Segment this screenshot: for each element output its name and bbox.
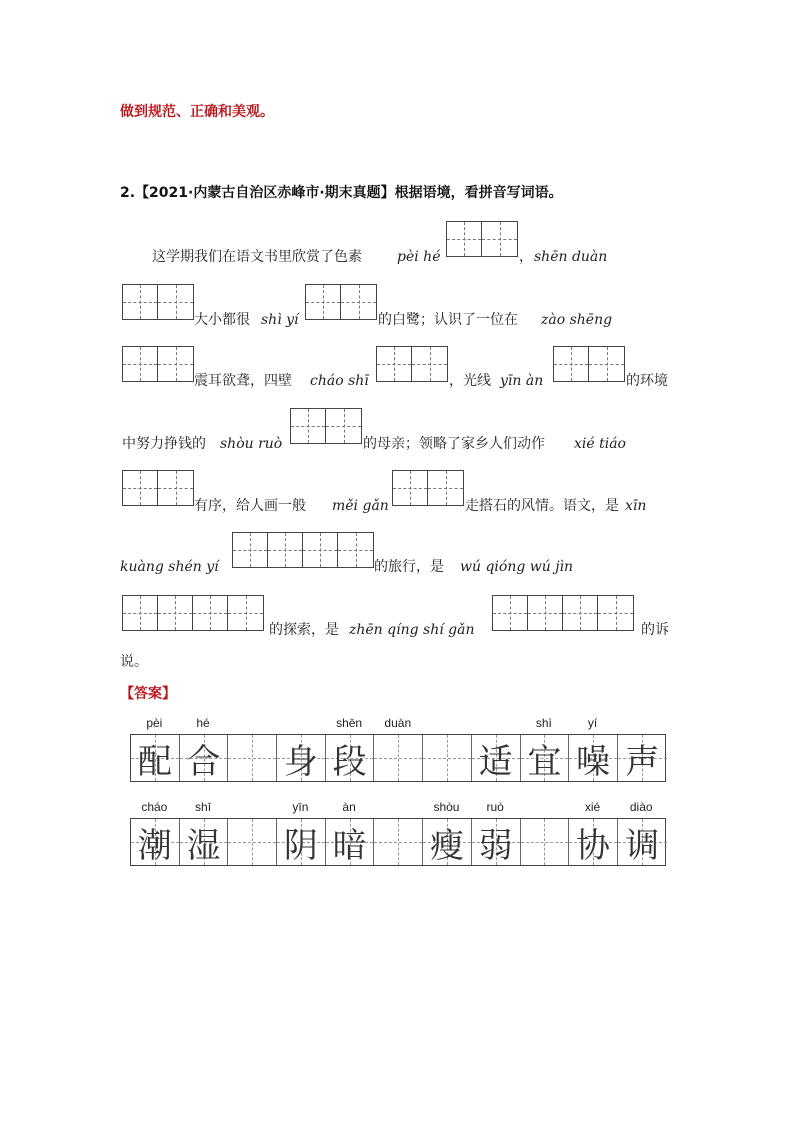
answer-pinyin: pèi bbox=[146, 716, 163, 730]
answer-grid-box[interactable] bbox=[122, 346, 194, 382]
answer-pinyin: cháo bbox=[141, 800, 168, 814]
answer-pinyin: shòu bbox=[433, 800, 460, 814]
answer-character bbox=[228, 735, 276, 781]
passage-text: ，光线 bbox=[449, 373, 491, 389]
answer-grid-box[interactable] bbox=[305, 284, 377, 320]
answer-pinyin: hé bbox=[196, 716, 210, 730]
answer-character: 协 bbox=[576, 825, 611, 866]
answer-character bbox=[521, 819, 569, 865]
answer-pinyin: duàn bbox=[384, 716, 412, 730]
answer-character: 阴 bbox=[283, 825, 318, 866]
answer-cell bbox=[521, 819, 570, 865]
question-title: 2.【2021·内蒙古自治区赤峰市·期末真题】根据语境，看拼音写词语。 bbox=[120, 185, 563, 201]
answer-pinyin: diào bbox=[629, 800, 653, 814]
pinyin-prompt: měi gǎn bbox=[332, 498, 389, 514]
pinyin-prompt: yīn àn bbox=[500, 373, 544, 389]
answer-cell bbox=[374, 819, 423, 865]
pinyin-prompt: shēn duàn bbox=[534, 249, 608, 265]
answer-grid-box[interactable] bbox=[392, 470, 464, 506]
answer-character: 潮 bbox=[137, 825, 172, 866]
answer-character: 暗 bbox=[332, 825, 367, 866]
answer-pinyin bbox=[276, 716, 325, 732]
answer-pinyin: xié bbox=[584, 800, 601, 814]
answer-cell bbox=[569, 819, 618, 865]
passage-text: 大小都很 bbox=[194, 312, 250, 328]
answer-character: 身 bbox=[283, 741, 318, 782]
answer-cell bbox=[180, 819, 229, 865]
answer-character: 声 bbox=[625, 741, 660, 782]
answer-cell bbox=[277, 819, 326, 865]
pinyin-prompt: wú qióng wú jìn bbox=[460, 559, 574, 575]
pinyin-prompt: shòu ruò bbox=[220, 436, 283, 452]
answer-character: 段 bbox=[332, 741, 367, 782]
answer-grid-row bbox=[130, 734, 666, 782]
answer-pinyin bbox=[471, 716, 520, 732]
answer-character: 适 bbox=[478, 741, 513, 782]
pinyin-prompt: zào shēng bbox=[541, 312, 613, 328]
answer-pinyin: shì bbox=[535, 716, 552, 730]
pinyin-prompt: zhēn qíng shí gǎn bbox=[349, 622, 475, 638]
answer-character bbox=[374, 819, 422, 865]
pinyin-prompt: xié tiáo bbox=[574, 436, 626, 452]
answer-pinyin: yí bbox=[587, 716, 598, 730]
passage-text: 说。 bbox=[120, 654, 148, 670]
answer-pinyin: ruò bbox=[486, 800, 504, 814]
passage-text: ， bbox=[519, 249, 533, 265]
answer-character: 宜 bbox=[527, 741, 562, 782]
answer-grid-box[interactable] bbox=[492, 595, 634, 631]
answer-cell bbox=[472, 735, 521, 781]
answer-pinyin bbox=[422, 716, 471, 732]
answer-character: 弱 bbox=[478, 825, 513, 866]
answer-cell bbox=[180, 735, 229, 781]
answer-grid-box[interactable] bbox=[446, 221, 518, 257]
answer-pinyin bbox=[520, 800, 569, 816]
answer-cell bbox=[228, 819, 277, 865]
answer-character: 配 bbox=[137, 741, 172, 782]
pinyin-prompt: cháo shī bbox=[310, 373, 369, 389]
answer-cell bbox=[277, 735, 326, 781]
answer-grid-box[interactable] bbox=[553, 346, 625, 382]
pinyin-prompt: shì yí bbox=[261, 312, 299, 328]
answer-pinyin: àn bbox=[342, 800, 356, 814]
answer-pinyin bbox=[227, 800, 276, 816]
answer-character: 瘦 bbox=[429, 825, 464, 866]
answer-cell bbox=[131, 819, 180, 865]
passage-text: 震耳欲聋，四壁 bbox=[194, 373, 292, 389]
answer-pinyin: yīn bbox=[292, 800, 309, 814]
passage-text: 的探索，是 bbox=[269, 622, 339, 638]
pinyin-prompt: xīn bbox=[625, 498, 647, 514]
answer-character: 调 bbox=[625, 825, 660, 866]
answer-character: 湿 bbox=[186, 825, 221, 866]
answer-pinyin bbox=[227, 716, 276, 732]
pinyin-prompt: kuàng shén yí bbox=[120, 559, 219, 575]
answer-pinyin-row bbox=[130, 716, 666, 732]
passage-text: 这学期我们在语文书里欣赏了色素 bbox=[152, 249, 362, 265]
answer-cell bbox=[326, 819, 375, 865]
answer-cell bbox=[472, 819, 521, 865]
answer-grid-box[interactable] bbox=[232, 532, 374, 568]
answer-pinyin: shēn bbox=[336, 716, 363, 730]
answer-grid-box[interactable] bbox=[122, 470, 194, 506]
passage-text: 的白鹭；认识了一位在 bbox=[378, 312, 518, 328]
passage-text: 有序，给人画一般 bbox=[194, 498, 306, 514]
answer-pinyin: shī bbox=[195, 800, 212, 814]
answer-character bbox=[374, 735, 422, 781]
answer-cell bbox=[423, 735, 472, 781]
answer-cell bbox=[618, 819, 667, 865]
pinyin-prompt: pèi hé bbox=[397, 249, 441, 265]
intro-red-text: 做到规范、正确和美观。 bbox=[120, 104, 274, 120]
passage-text: 中努力挣钱的 bbox=[122, 436, 206, 452]
answer-character bbox=[228, 819, 276, 865]
answer-cell bbox=[423, 819, 472, 865]
answer-label: 【答案】 bbox=[120, 686, 176, 702]
answer-cell bbox=[618, 735, 667, 781]
passage-text: 的环境 bbox=[626, 373, 668, 389]
answer-cell bbox=[228, 735, 277, 781]
passage-text: 的母亲；领略了家乡人们动作 bbox=[363, 436, 545, 452]
answer-cell bbox=[521, 735, 570, 781]
passage-text: 的诉 bbox=[641, 622, 669, 638]
passage-text: 走搭石的风情。语文，是 bbox=[465, 498, 619, 514]
answer-cell bbox=[374, 735, 423, 781]
answer-grid-box[interactable] bbox=[122, 284, 194, 320]
answer-character: 噪 bbox=[576, 741, 611, 782]
answer-grid-box[interactable] bbox=[290, 408, 362, 444]
answer-pinyin bbox=[617, 716, 666, 732]
answer-cell bbox=[326, 735, 375, 781]
answer-grid-box[interactable] bbox=[122, 595, 264, 631]
answer-pinyin-row bbox=[130, 800, 666, 816]
answer-character: 合 bbox=[186, 741, 221, 782]
answer-character bbox=[423, 735, 471, 781]
answer-grid-box[interactable] bbox=[376, 346, 448, 382]
passage-text: 的旅行，是 bbox=[374, 559, 444, 575]
answer-grid-row bbox=[130, 818, 666, 866]
answer-pinyin bbox=[373, 800, 422, 816]
answer-cell bbox=[131, 735, 180, 781]
answer-cell bbox=[569, 735, 618, 781]
